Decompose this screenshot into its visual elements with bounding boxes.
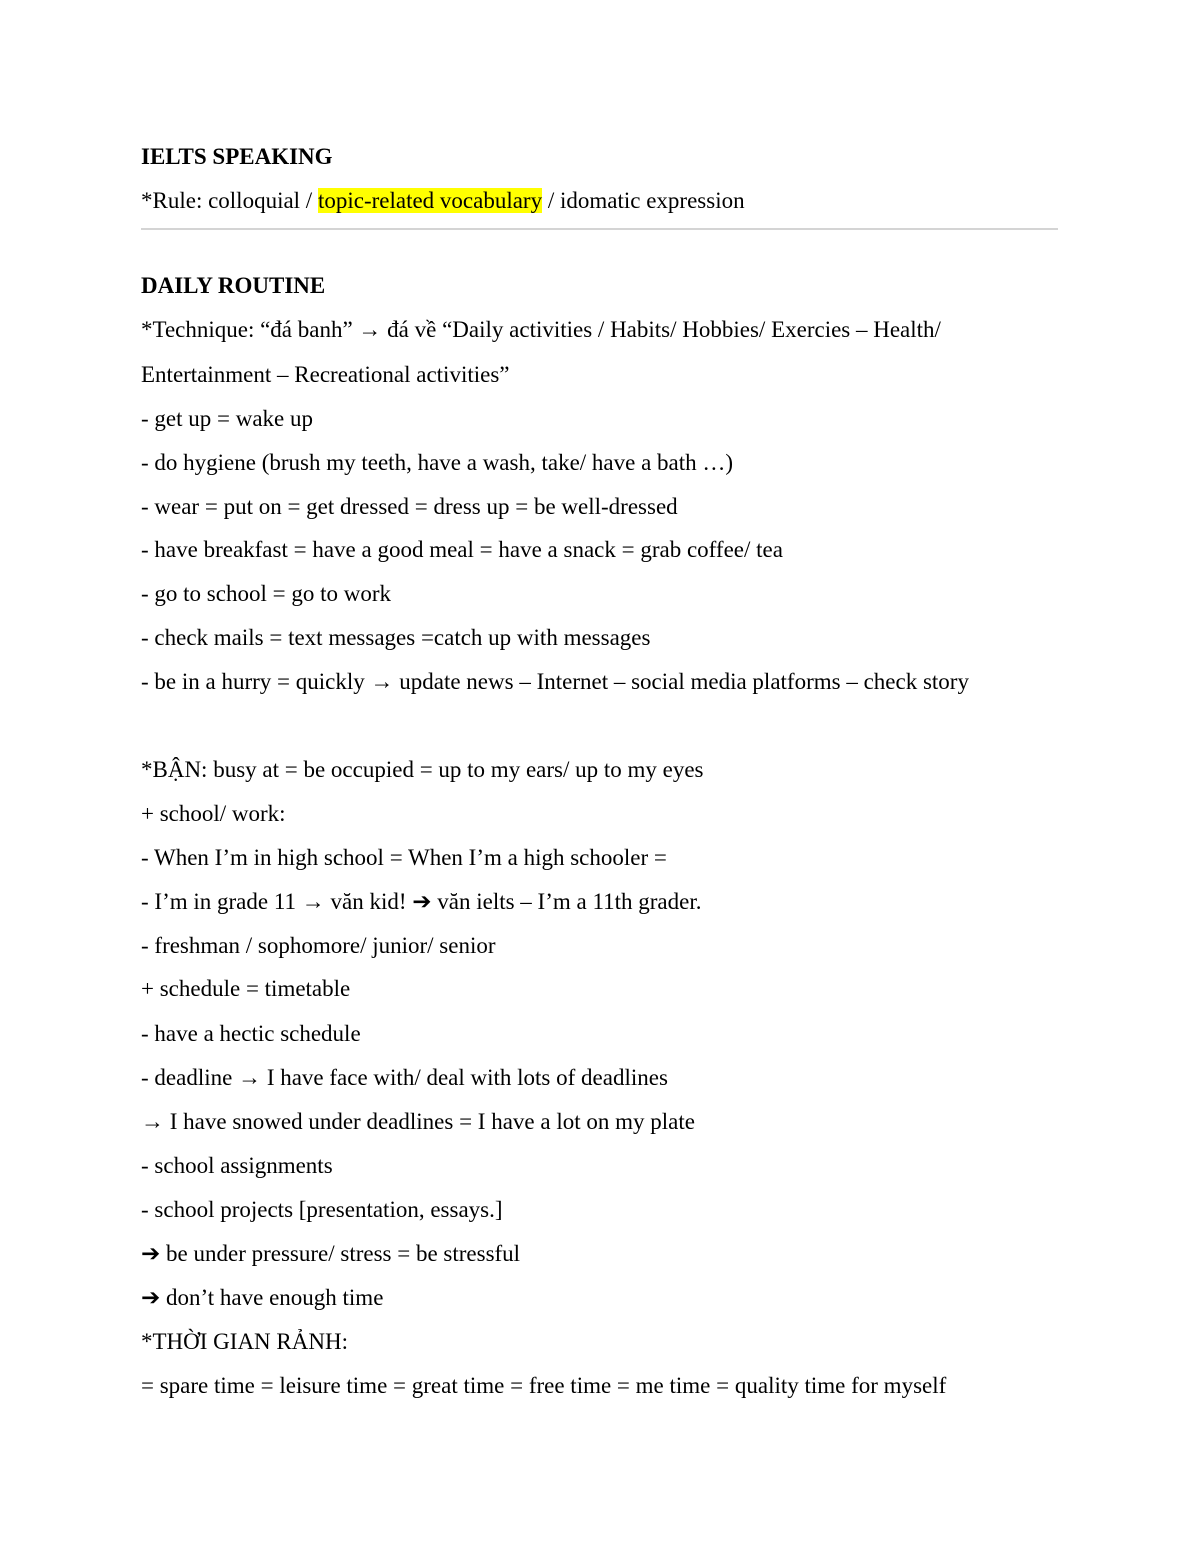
list-item: = spare time = leisure time = great time = free time = me time = quality time for myself <box>141 1373 947 1398</box>
list-item: ➔ don’t have enough time <box>141 1285 384 1310</box>
list-item: - get up = wake up <box>141 406 314 431</box>
list-item: - have a hectic schedule <box>141 1021 361 1046</box>
list-item: - check mails = text messages =catch up with messages <box>141 625 651 650</box>
list-item: - do hygiene (brush my teeth, have a wash, take/ have a bath …) <box>141 450 734 475</box>
section-title: DAILY ROUTINE <box>141 273 326 298</box>
list-item: - I’m in grade 11 → văn kid! ➔ văn ielts – I’m a 11th grader. <box>141 889 702 914</box>
rule-prefix: *Rule: colloquial / <box>141 188 318 213</box>
list-item: *BẬN: busy at = be occupied = up to my ears/ up to my eyes <box>141 757 704 782</box>
list-item: - be in a hurry = quickly → update news – Internet – social media platforms – check story <box>141 669 969 694</box>
list-item: - school projects [presentation, essays.] <box>141 1197 503 1222</box>
document-title: IELTS SPEAKING <box>141 144 333 169</box>
rule-suffix: / idomatic expression <box>542 188 745 213</box>
list-item: ➔ be under pressure/ stress = be stressful <box>141 1241 521 1266</box>
list-item: - go to school = go to work <box>141 581 391 606</box>
horizontal-divider <box>141 228 1058 230</box>
section-heading-free-time: *THỜI GIAN RẢNH: <box>141 1329 348 1354</box>
list-item: - deadline → I have face with/ deal with lots of deadlines <box>141 1065 668 1090</box>
list-item: - freshman / sophomore/ junior/ senior <box>141 933 496 958</box>
list-item: + schedule = timetable <box>141 976 351 1001</box>
list-item: + school/ work: <box>141 801 286 826</box>
technique-line-1: *Technique: “đá banh” → đá về “Daily activities / Habits/ Hobbies/ Exercies – Health/ <box>141 317 941 342</box>
list-item: - have breakfast = have a good meal = have a snack = grab coffee/ tea <box>141 537 783 562</box>
list-item: → I have snowed under deadlines = I have a lot on my plate <box>141 1109 695 1134</box>
list-item: - school assignments <box>141 1153 333 1178</box>
list-item: - wear = put on = get dressed = dress up = be well-dressed <box>141 494 678 519</box>
rule-highlight: topic-related vocabulary <box>317 188 543 213</box>
list-item: - When I’m in high school = When I’m a high schooler = <box>141 845 667 870</box>
technique-line-2: Entertainment – Recreational activities” <box>141 362 510 387</box>
rule-line <box>141 186 745 216</box>
